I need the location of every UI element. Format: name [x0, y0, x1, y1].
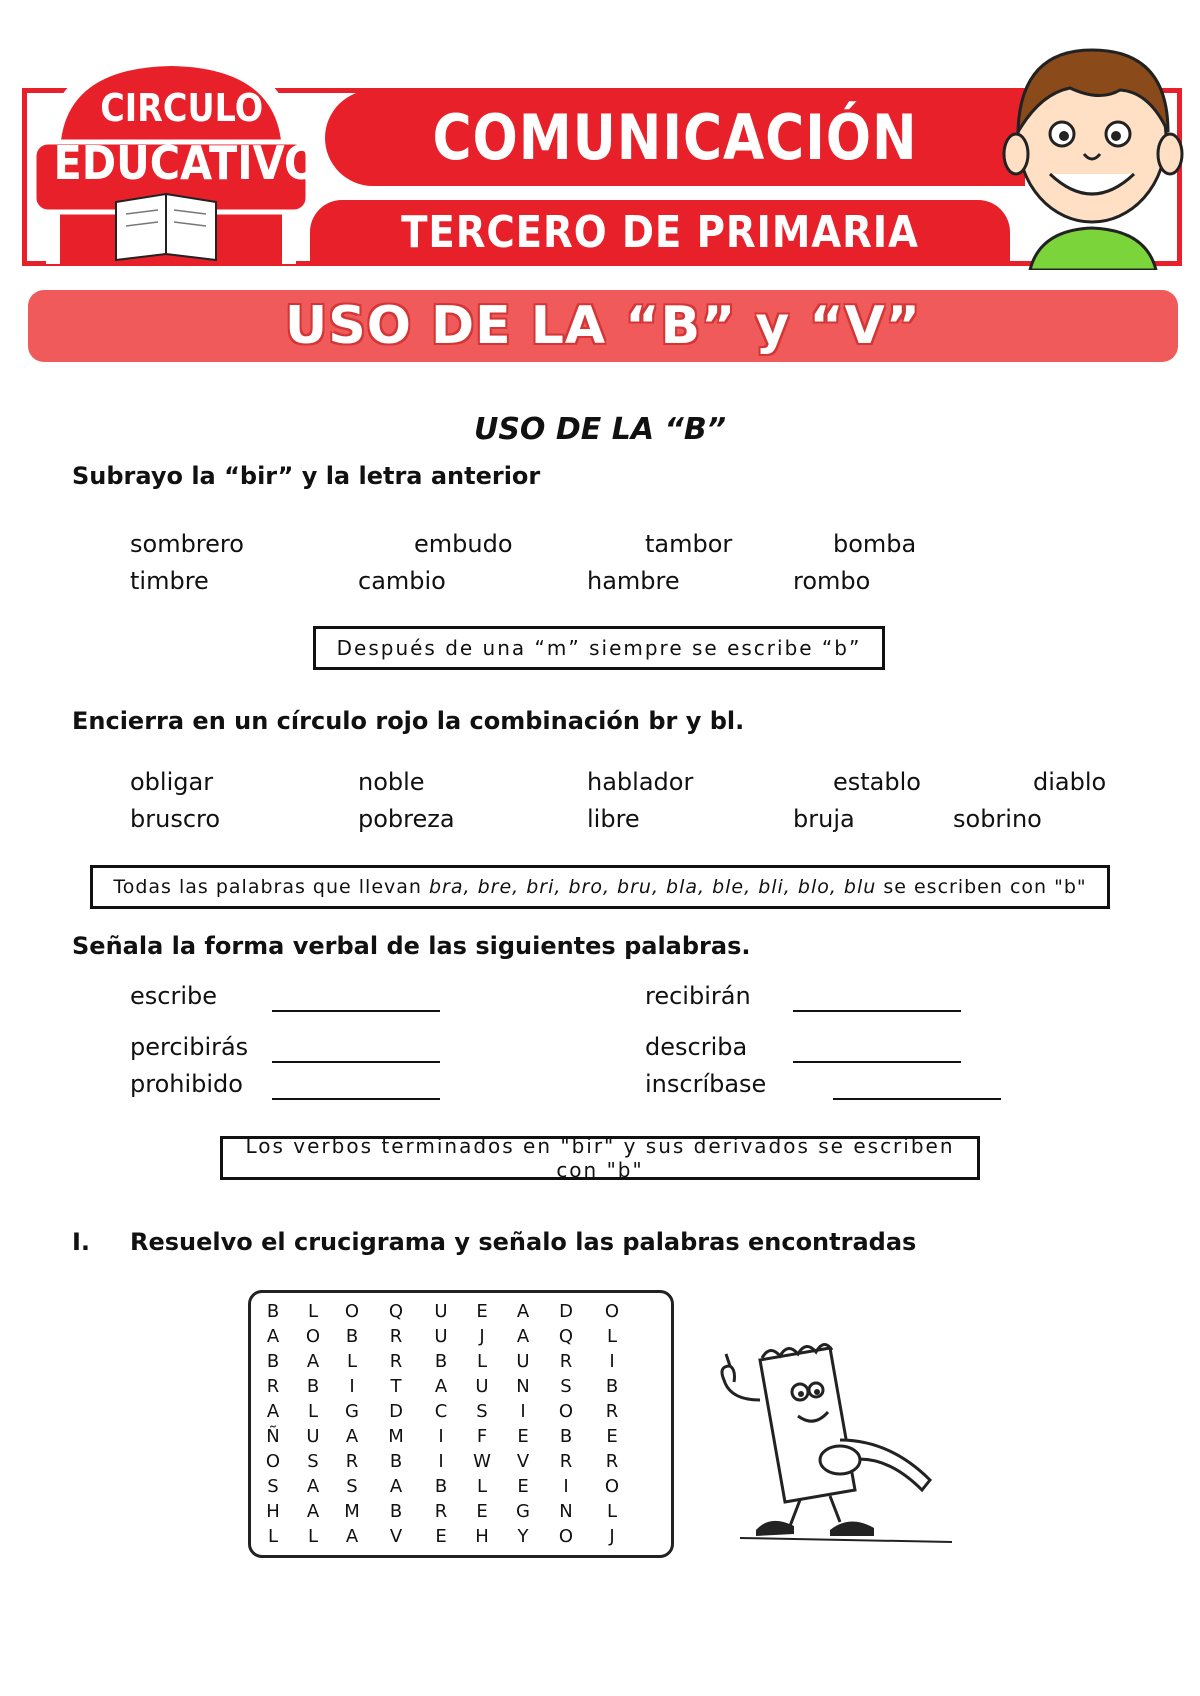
grade-title: TERCERO DE PRIMARIA	[401, 207, 919, 258]
grid-letter[interactable]: G	[345, 1401, 359, 1422]
grid-letter[interactable]: A	[516, 1326, 530, 1347]
grid-letter[interactable]: H	[266, 1501, 280, 1522]
grid-letter[interactable]: Q	[388, 1301, 404, 1322]
word-item: describa	[645, 1033, 748, 1061]
answer-line[interactable]	[272, 1010, 440, 1012]
subject-title: COMUNICACIÓN	[432, 101, 918, 174]
grid-letter[interactable]: S	[307, 1451, 319, 1472]
grid-letter[interactable]: B	[389, 1501, 403, 1522]
rule-box-bir	[220, 1136, 980, 1180]
grid-letter[interactable]: N	[516, 1376, 530, 1397]
word-item: inscríbase	[645, 1070, 767, 1098]
grid-letter[interactable]: L	[606, 1326, 618, 1347]
word-item: timbre	[130, 567, 209, 595]
grid-letter[interactable]: H	[475, 1526, 489, 1547]
section-title: USO DE LA “B”	[473, 412, 727, 447]
grid-letter[interactable]: I	[438, 1426, 444, 1447]
grid-letter[interactable]: C	[434, 1401, 448, 1422]
instruction-underline: Subrayo la “bir” y la letra anterior	[72, 462, 541, 490]
word-item: prohibido	[130, 1070, 243, 1098]
topic-title: USO DE LA “B” y “V”	[285, 296, 921, 356]
grid-letter[interactable]: A	[345, 1426, 359, 1447]
grid-letter[interactable]: N	[559, 1501, 573, 1522]
grid-letter[interactable]: B	[345, 1326, 359, 1347]
grid-letter[interactable]: A	[389, 1476, 403, 1497]
grid-letter[interactable]: R	[389, 1351, 403, 1372]
grid-letter[interactable]: M	[388, 1426, 404, 1447]
grid-letter[interactable]: U	[516, 1351, 530, 1372]
answer-line[interactable]	[793, 1010, 961, 1012]
grid-letter[interactable]: O	[265, 1451, 281, 1472]
grid-letter[interactable]: Q	[558, 1326, 574, 1347]
item-number: I.	[72, 1228, 91, 1256]
word-item: tambor	[645, 530, 733, 558]
word-item: percibirás	[130, 1033, 249, 1061]
grid-letter[interactable]: I	[349, 1376, 355, 1397]
grid-letter[interactable]: T	[390, 1376, 402, 1397]
word-item: cambio	[358, 567, 446, 595]
word-item: sobrino	[953, 805, 1042, 833]
logo-line-2: EDUCATIVO	[53, 136, 320, 190]
grid-letter[interactable]: A	[266, 1326, 280, 1347]
word-item: obligar	[130, 768, 214, 796]
word-item: recibirán	[645, 982, 751, 1010]
word-item: pobreza	[358, 805, 455, 833]
grid-letter[interactable]: L	[346, 1351, 358, 1372]
grid-letter[interactable]: D	[389, 1401, 403, 1422]
grid-letter[interactable]: A	[306, 1476, 320, 1497]
grid-letter[interactable]: S	[346, 1476, 358, 1497]
grid-letter[interactable]: B	[605, 1376, 619, 1397]
word-item: bruja	[793, 805, 855, 833]
grid-letter[interactable]: O	[604, 1301, 620, 1322]
grid-letter[interactable]: J	[609, 1526, 615, 1547]
grid-letter[interactable]: U	[475, 1376, 489, 1397]
notepad-mascot-icon	[690, 1330, 960, 1550]
grid-letter[interactable]: L	[307, 1301, 319, 1322]
word-item: diablo	[1033, 768, 1107, 796]
grid-letter[interactable]: Ñ	[266, 1426, 280, 1447]
word-item: noble	[358, 768, 425, 796]
rule-combinations: bra, bre, bri, bro, bru, bla, ble, bli, blo, blu	[428, 876, 877, 898]
grid-letter[interactable]: A	[516, 1301, 530, 1322]
rule-suffix: se escriben con "b"	[883, 876, 1087, 898]
grid-letter[interactable]: E	[435, 1526, 447, 1547]
grid-letter[interactable]: B	[559, 1426, 573, 1447]
grid-letter[interactable]: L	[476, 1476, 488, 1497]
smiling-boy-icon	[1000, 42, 1185, 270]
grid-letter[interactable]: A	[306, 1351, 320, 1372]
grid-letter[interactable]: B	[306, 1376, 320, 1397]
grid-letter[interactable]: I	[609, 1351, 615, 1372]
grid-letter[interactable]: L	[267, 1526, 279, 1547]
grid-letter[interactable]: B	[389, 1451, 403, 1472]
word-item: escribe	[130, 982, 217, 1010]
grid-letter[interactable]: I	[520, 1401, 526, 1422]
answer-line[interactable]	[793, 1061, 961, 1063]
grid-letter[interactable]: O	[305, 1326, 321, 1347]
grid-letter[interactable]: R	[345, 1451, 359, 1472]
grid-letter[interactable]: E	[476, 1501, 488, 1522]
grid-letter[interactable]: E	[606, 1426, 618, 1447]
rule-prefix: Todas las palabras que llevan	[113, 876, 422, 898]
grid-letter[interactable]: D	[559, 1301, 573, 1322]
word-item: establo	[833, 768, 921, 796]
grid-letter[interactable]: A	[306, 1501, 320, 1522]
rule-text: Los verbos terminados en "bir" y sus derivados se escriben con "b"	[245, 1134, 955, 1182]
logo-line-1: CIRCULO	[100, 86, 264, 130]
grid-letter[interactable]: G	[516, 1501, 530, 1522]
word-item: embudo	[414, 530, 513, 558]
word-search-grid[interactable]	[248, 1290, 674, 1558]
grid-letter[interactable]: R	[559, 1451, 573, 1472]
grid-letter[interactable]: L	[476, 1351, 488, 1372]
grid-letter[interactable]: V	[389, 1526, 403, 1547]
grid-letter[interactable]: S	[267, 1476, 279, 1497]
grid-letter[interactable]: W	[473, 1451, 491, 1472]
answer-line[interactable]	[272, 1061, 440, 1063]
grid-letter[interactable]: E	[517, 1426, 529, 1447]
word-item: bomba	[833, 530, 917, 558]
word-item: hambre	[587, 567, 680, 595]
grid-letter[interactable]: B	[434, 1476, 448, 1497]
instruction-word-search: Resuelvo el crucigrama y señalo las palabras encontradas	[130, 1228, 917, 1256]
instruction-circle: Encierra en un círculo rojo la combinación br y bl.	[72, 707, 745, 735]
grid-letter[interactable]: E	[517, 1476, 529, 1497]
worksheet-header	[0, 0, 1200, 275]
grid-letter[interactable]: R	[605, 1401, 619, 1422]
grid-letter[interactable]: E	[476, 1301, 488, 1322]
open-book-icon	[116, 194, 216, 260]
grid-letter[interactable]: I	[563, 1476, 569, 1497]
word-item: hablador	[587, 768, 694, 796]
grid-letter[interactable]: B	[266, 1351, 280, 1372]
grid-letter[interactable]: R	[605, 1451, 619, 1472]
rule-text: Después de una “m” siempre se escribe “b”	[336, 636, 862, 660]
grid-letter[interactable]: B	[266, 1301, 280, 1322]
word-item: rombo	[793, 567, 871, 595]
grid-letter[interactable]: A	[345, 1526, 359, 1547]
grid-letter[interactable]: F	[476, 1426, 488, 1447]
grid-letter[interactable]: O	[558, 1401, 574, 1422]
grid-letter[interactable]: R	[389, 1326, 403, 1347]
grid-letter[interactable]: R	[266, 1376, 280, 1397]
grid-letter[interactable]: O	[558, 1526, 574, 1547]
grid-letter[interactable]: Y	[517, 1526, 529, 1547]
grid-letter[interactable]: A	[266, 1401, 280, 1422]
grid-letter[interactable]: L	[307, 1526, 319, 1547]
grid-letter[interactable]: L	[606, 1501, 618, 1522]
answer-line[interactable]	[833, 1098, 1001, 1100]
grid-letter[interactable]: B	[434, 1351, 448, 1372]
rule-box-br-bl	[90, 865, 1110, 909]
grid-letter[interactable]: M	[344, 1501, 360, 1522]
grid-letter[interactable]: L	[307, 1401, 319, 1422]
grid-letter[interactable]: A	[434, 1376, 448, 1397]
grid-letter[interactable]: R	[434, 1501, 448, 1522]
grid-letter[interactable]: O	[344, 1301, 360, 1322]
grid-letter[interactable]: J	[479, 1326, 485, 1347]
grid-letter[interactable]: U	[434, 1326, 448, 1347]
grid-letter[interactable]: U	[306, 1426, 320, 1447]
grid-letter[interactable]: R	[559, 1351, 573, 1372]
grid-letter[interactable]: O	[604, 1476, 620, 1497]
grid-letter[interactable]: S	[560, 1376, 572, 1397]
word-item: libre	[587, 805, 640, 833]
word-item: sombrero	[130, 530, 244, 558]
rule-box-m-b	[313, 626, 885, 670]
answer-line[interactable]	[272, 1098, 440, 1100]
grid-letter[interactable]: U	[434, 1301, 448, 1322]
instruction-verb-form: Señala la forma verbal de las siguientes palabras.	[72, 932, 751, 960]
grid-letter[interactable]: V	[516, 1451, 530, 1472]
grid-letter[interactable]: S	[476, 1401, 488, 1422]
word-item: bruscro	[130, 805, 221, 833]
grid-letter[interactable]: I	[438, 1451, 444, 1472]
